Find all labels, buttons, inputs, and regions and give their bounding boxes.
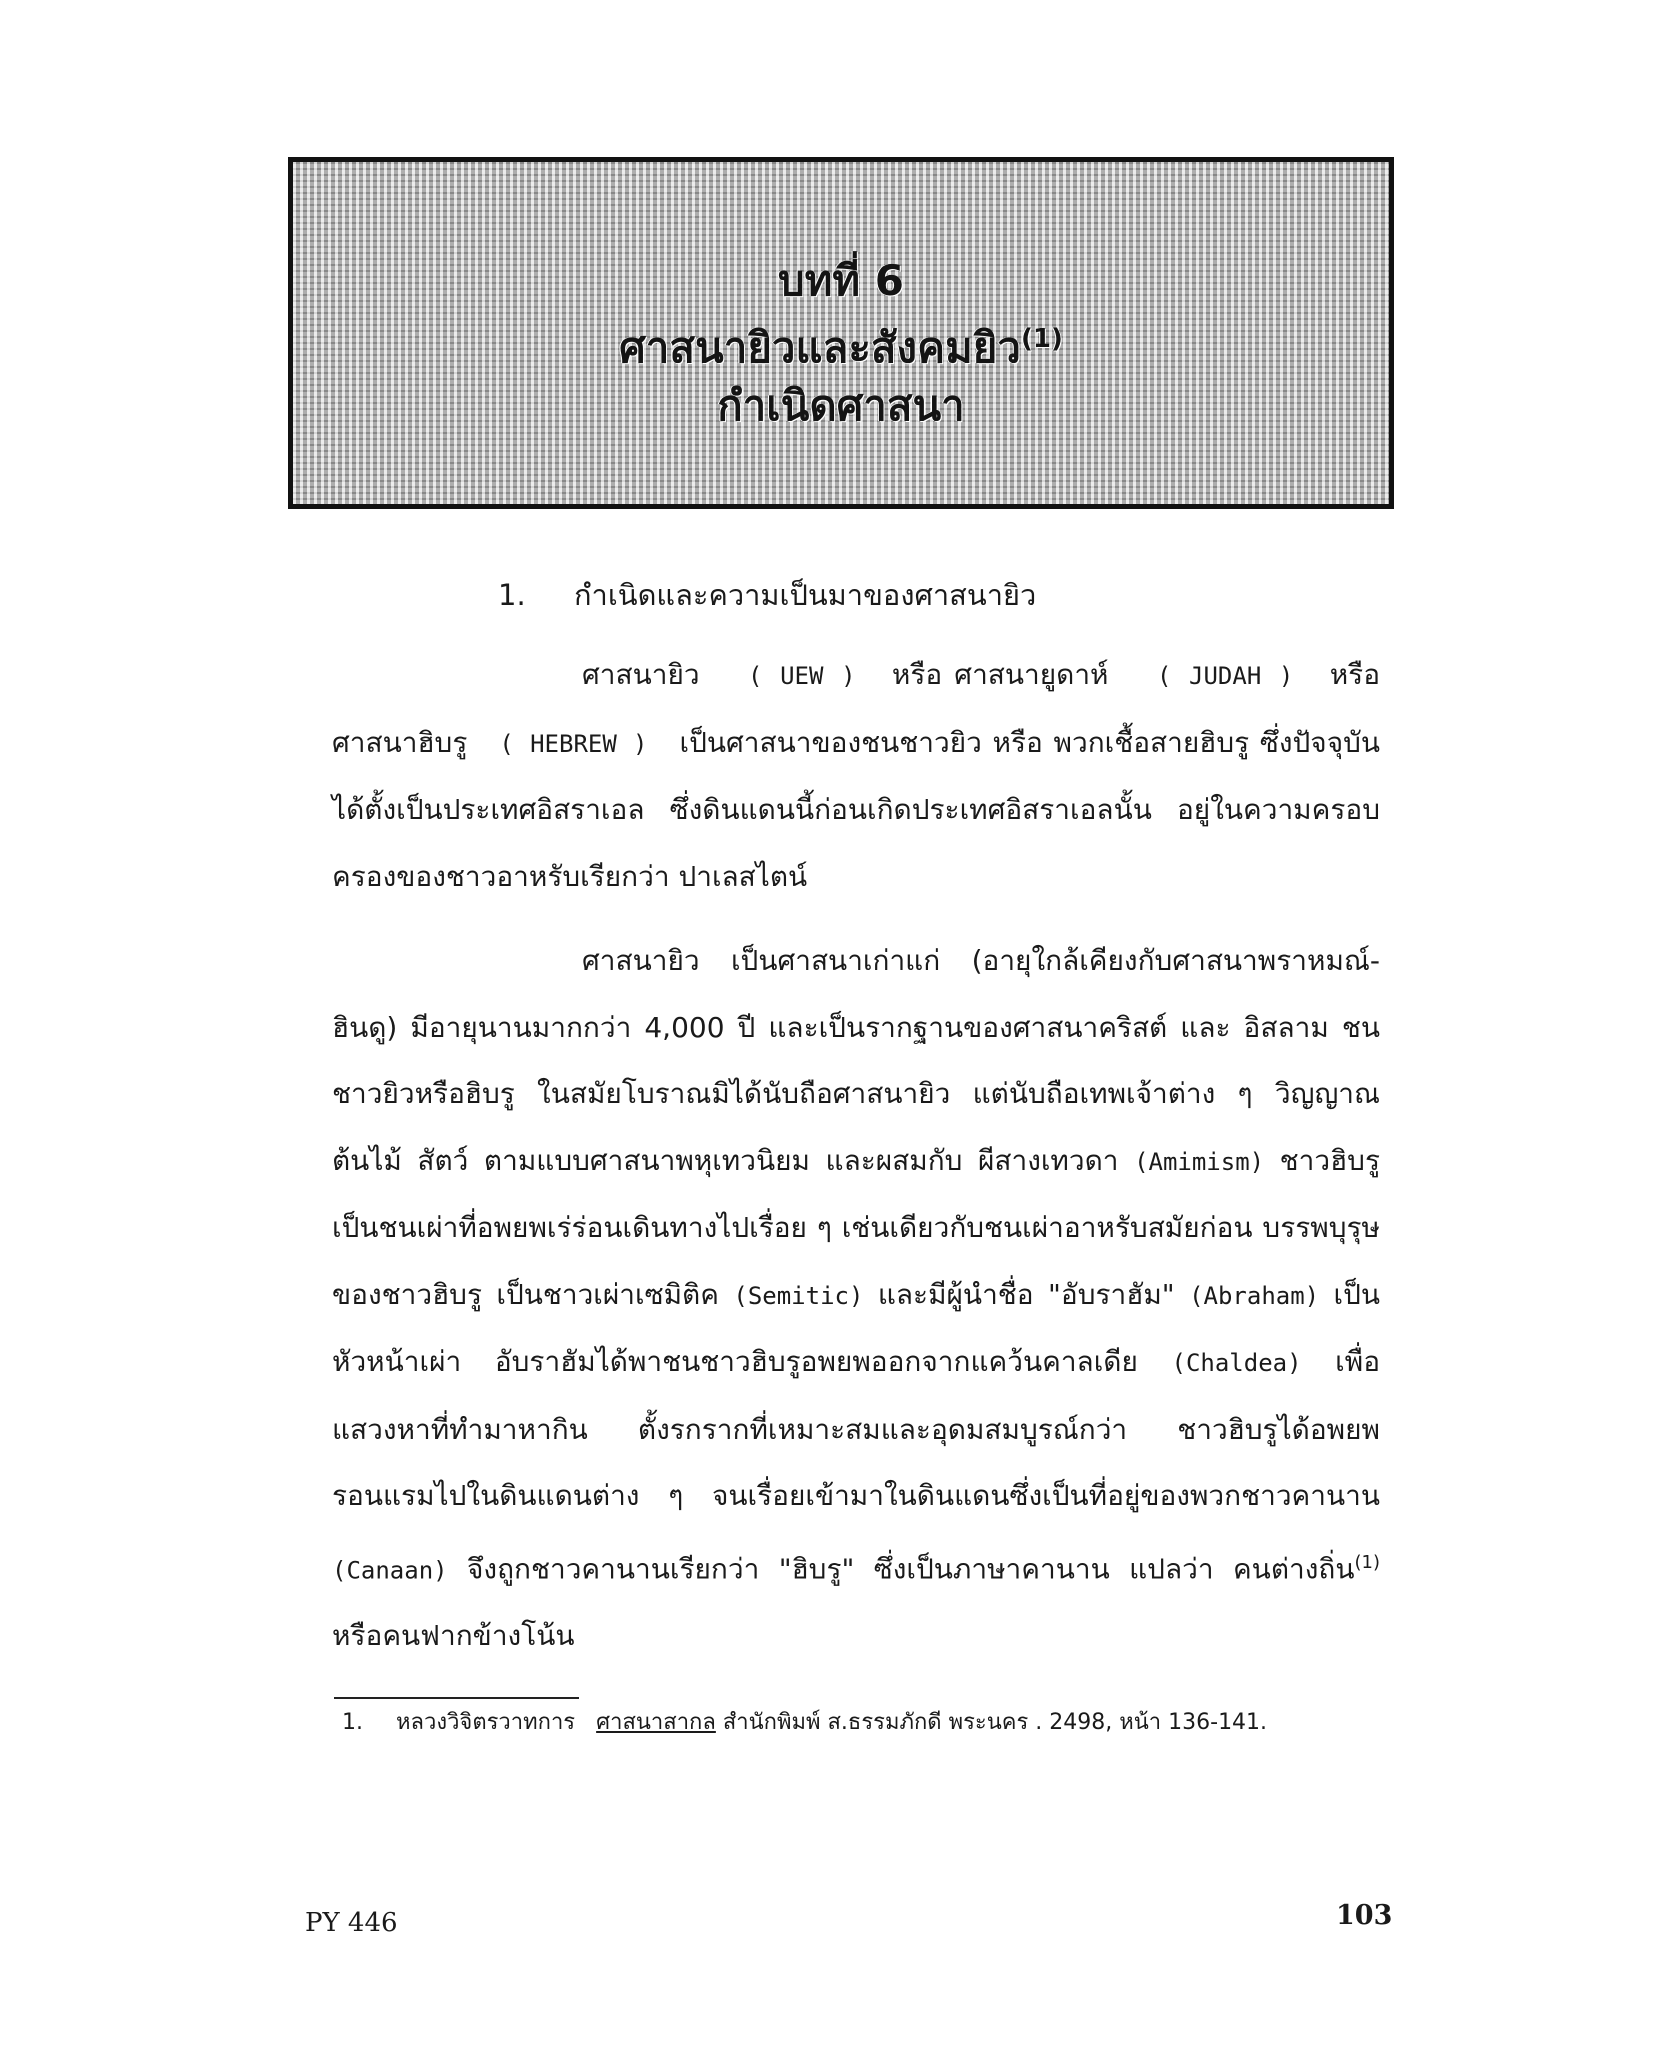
p1-latin-judah: ( JUDAH ) <box>1156 662 1294 690</box>
p1-text-g: เป็นศาสนาของชนชาวยิว หรือ พวกเชื้อสายฮิบรู ซึ่งปัจจุบันได้ตั้งเป็นประเทศอิสราเอล ซึ่งดินแดนนี้ก่อนเกิดประเทศอิสราเอลนั้น อยู่ในความครอบครองของชาวอาหรับเรียกว่า ปาเลสไตน์ <box>332 725 1381 893</box>
p2-text-g: เป็นหัวหน้าเผ่า อับราฮัมได้พาชนชาวฮิบรูอพยพออกจากแคว้นคาลเดีย <box>332 1277 1381 1378</box>
p2-latin-chaldea: (Chaldea) <box>1171 1349 1302 1377</box>
p2-text-k: จึงถูกชาวคานานเรียกว่า "ฮิบรู" ซึ่งเป็นภาษาคานาน แปลว่า คนต่างถิ่น <box>467 1551 1355 1585</box>
p2-text-a: ศาสนายิว เป็นศาสนาเก่าแก่ (อายุใกล้เคียงกับศาสนาพราหมณ์-ฮินดู) มีอายุนานมากกว่า 4,000 ปี และเป็นรากฐานของศาสนาคริสต์ และ อิสลาม ชนชาวยิวหรือฮิบรู ในสมัยโบราณมิได้นับถือศาสนายิว แต่นับถือเทพเจ้าต่าง ๆ วิญญาณ ต้นไม้ สัตว์ ตามแบบศาสนาพหุเทวนิยม และผสมกับ ผีสางเทวดา <box>332 944 1380 1177</box>
p2-text-c: ชาวฮิบรูเป็นชนเผ่าที่อพยพเร่ร่อนเดินทางไปเรื่อย ๆ เช่นเดียวกับชนเผ่าอาหรับสมัยก่อน บรรพบุรุษของชาวฮิบรู เป็นชาวเผ่าเซมิติค <box>332 1143 1380 1311</box>
p2-latin-canaan: (Canaan) <box>332 1555 448 1584</box>
chapter-title <box>293 310 1389 377</box>
p1-latin-hebrew: ( HEBREW ) <box>499 729 648 758</box>
chapter-label: บทที่ 6 <box>778 256 904 305</box>
chapter-title-text: ศาสนายิวและสังคมยิว <box>619 323 1021 372</box>
p1-latin-uew: ( UEW ) <box>748 662 856 690</box>
p1-text-c: หรือ ศาสนายูดาห์ <box>891 658 1109 691</box>
p2-latin-animism: (Amimism) <box>1134 1147 1265 1176</box>
footnote-book-title: ศาสนาสากล <box>596 1710 716 1735</box>
footnote-divider <box>334 1697 579 1699</box>
p2-footnote-ref: (1) <box>1354 1551 1380 1573</box>
section-heading-text: กำเนิดและความเป็นมาของศาสนายิว <box>574 578 1037 612</box>
chapter-subtitle: กำเนิดศาสนา <box>717 381 965 430</box>
p2-text-e: และมีผู้นำชื่อ "อับราฮัม" <box>877 1277 1175 1311</box>
chapter-title-box <box>288 157 1394 509</box>
p2-latin-semitic: (Semitic) <box>733 1281 864 1310</box>
p2-text-l: หรือคนฟากข้างโน้น <box>332 1619 575 1653</box>
footnote-author: หลวงวิจิตรวาทการ <box>396 1710 576 1735</box>
page-number: 103 <box>1336 1900 1393 1931</box>
p2-latin-abraham: (Abraham) <box>1189 1281 1320 1310</box>
chapter-title-block <box>293 252 1389 435</box>
section-number: 1. <box>498 578 526 612</box>
course-code: PY 446 <box>305 1908 398 1938</box>
footnote-number: 1. <box>342 1710 363 1735</box>
section-heading <box>498 572 1036 618</box>
chapter-title-note: (1) <box>1021 324 1063 354</box>
p1-text-a: ศาสนายิว <box>582 658 700 691</box>
p1-text-e: หรือ ศาสนาฮิบรู <box>332 658 1381 759</box>
p2-text-i: เพื่อแสวงหาที่ทำมาหากิน ตั้งรกรากที่เหมาะสมและอุดมสมบูรณ์กว่า ชาวฮิบรูได้อพยพรอนแรมไปในดินแดนต่าง ๆ จนเรื่อยเข้ามาในดินแดนซึ่งเป็นที่อยู่ของพวกชาวคานาน <box>332 1345 1381 1512</box>
footnote <box>342 1704 1267 1739</box>
paragraph-2 <box>332 928 1380 1670</box>
footnote-publisher: สำนักพิมพ์ ส.ธรรมภักดี พระนคร . 2498, หน้า 136-141. <box>722 1710 1268 1735</box>
paragraph-1 <box>332 642 1380 910</box>
